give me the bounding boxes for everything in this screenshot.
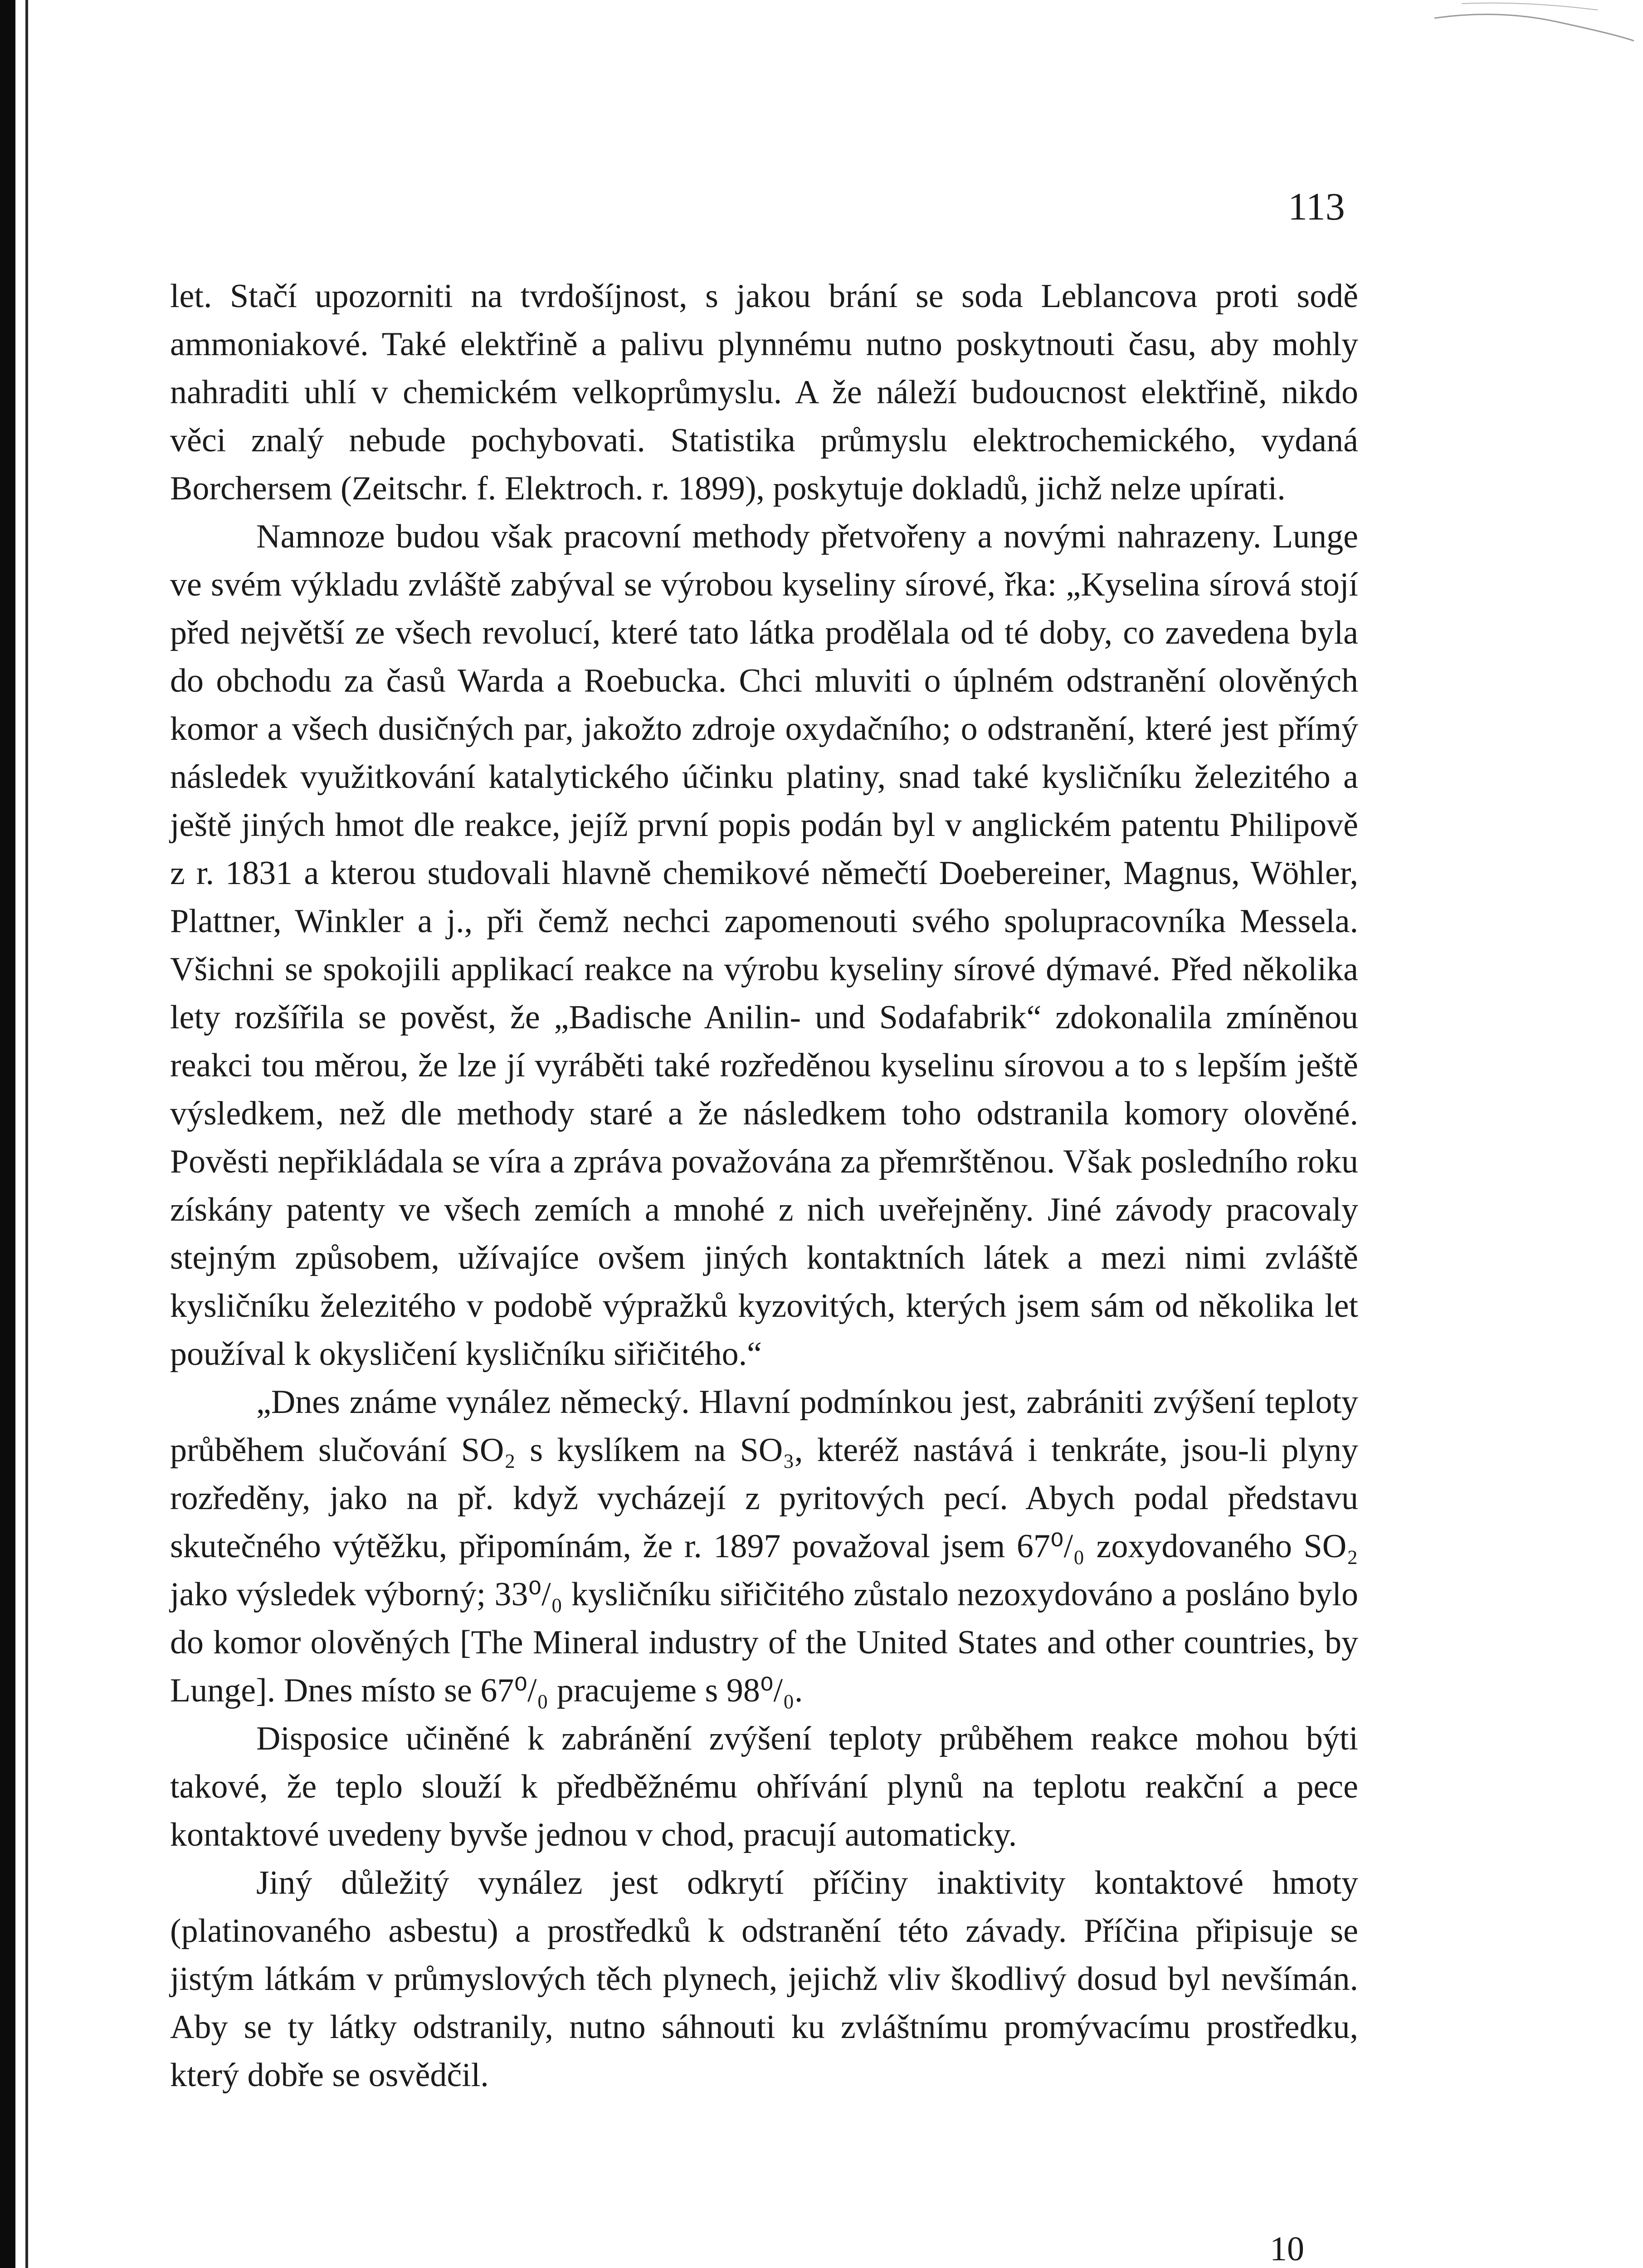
corner-smudge: [1407, 0, 1643, 73]
paragraph: „Dnes známe vynález německý. Hlavní podmínkou jest, zabrániti zvýšení teploty průběhem slučování SO₂ s kyslíkem na SO₃, kteréž nastává i tenkráte, jsou-li plyny rozředěny, jako na př. když vycházejí z pyritových pecí. Abych podal představu skutečného výtěžku, připomínám, že r. 1897 považoval jsem 67⁰/₀ zoxydovaného SO₂ jako výsledek výborný; 33⁰/₀ kysličníku siřičitého zůstalo nezoxydováno a posláno bylo do komor olověných [The Mineral industry of the United States and other countries, by Lunge]. Dnes místo se 67⁰/₀ pracujeme s 98⁰/₀.: [170, 1383, 1358, 1709]
scan-edge-line: [25, 0, 28, 2268]
paragraph: let. Stačí upozorniti na tvrdošíjnost, s jakou brání se soda Leblancova proti sodě ammoniakové. Také elektřině a palivu plynnému nutno poskytnouti času, aby mohly nahraditi uhlí v chemickém velkoprůmyslu. A že náleží budoucnost elektřině, nikdo věci znalý nebude pochybovati. Statistika průmyslu elektrochemického, vydaná Borchersem (Zeitschr. f. Elektroch. r. 1899), poskytuje dokladů, jichž nelze upírati.: [170, 278, 1358, 507]
scan-edge: [0, 0, 15, 2268]
page-number: 113: [1288, 185, 1345, 228]
body-text: [170, 272, 1358, 2099]
paragraph: Namnoze budou však pracovní methody přetvořeny a novými nahrazeny. Lunge ve svém výkladu zvláště zabýval se výrobou kyseliny sírové, řka: „Kyselina sírová stojí před největší ze všech revolucí, které tato látka prodělala od té doby, co zavedena byla do obchodu za časů Warda a Roebucka. Chci mluviti o úplném odstranění olověných komor a všech dusičných par, jakožto zdroje oxydačního; o odstranění, které jest přímý následek využitkování katalytického účinku platiny, snad také kysličníku železitého a ještě jiných hmot dle reakce, jejíž první popis podán byl v anglickém patentu Philipově z r. 1831 a kterou studovali hlavně chemikové němečtí Doebereiner, Magnus, Wöhler, Plattner, Winkler a j., při čemž nechci zapomenouti svého spolupracovníka Messela. Všichni se spokojili applikací reakce na výrobu kyseliny sírové dýmavé. Před několika lety rozšířila se pověst, že „Badische Anilin- und Sodafabrik“ zdokonalila zmíněnou reakci tou měrou, že lze jí vyráběti také rozředěnou kyselinu sírovou a to s lepším ještě výsledkem, než dle methody staré a že následkem toho odstranila komory olověné. Pověsti nepřikládala se víra a zpráva považována za přemrštěnou. Však posledního roku získány patenty ve všech zemích a mnohé z nich uveřejněny. Jiné závody pracovaly stejným způsobem, užívajíce ovšem jiných kontaktních látek a mezi nimi zvláště kysličníku železitého v podobě výpražků kyzovitých, kterých jsem sám od několika let používal k okysličení kysličníku siřičitého.“: [170, 518, 1358, 1373]
printer-signature: 10: [1270, 2230, 1304, 2268]
paragraph: Disposice učiněné k zabránění zvýšení teploty průběhem reakce mohou býti takové, že teplo slouží k předběžnému ohřívání plynů na teplotu reakční a pece kontaktové uvedeny byvše jednou v chod, pracují automaticky.: [170, 1720, 1358, 1853]
paragraph: Jiný důležitý vynález jest odkrytí příčiny inaktivity kontaktové hmoty (platinovaného asbestu) a prostředků k odstranění této závady. Příčina připisuje se jistým látkám v průmyslových těch plynech, jejichž vliv škodlivý dosud byl nevšímán. Aby se ty látky odstranily, nutno sáhnouti ku zvláštnímu promývacímu prostředku, který dobře se osvědčil.: [170, 1864, 1358, 2094]
